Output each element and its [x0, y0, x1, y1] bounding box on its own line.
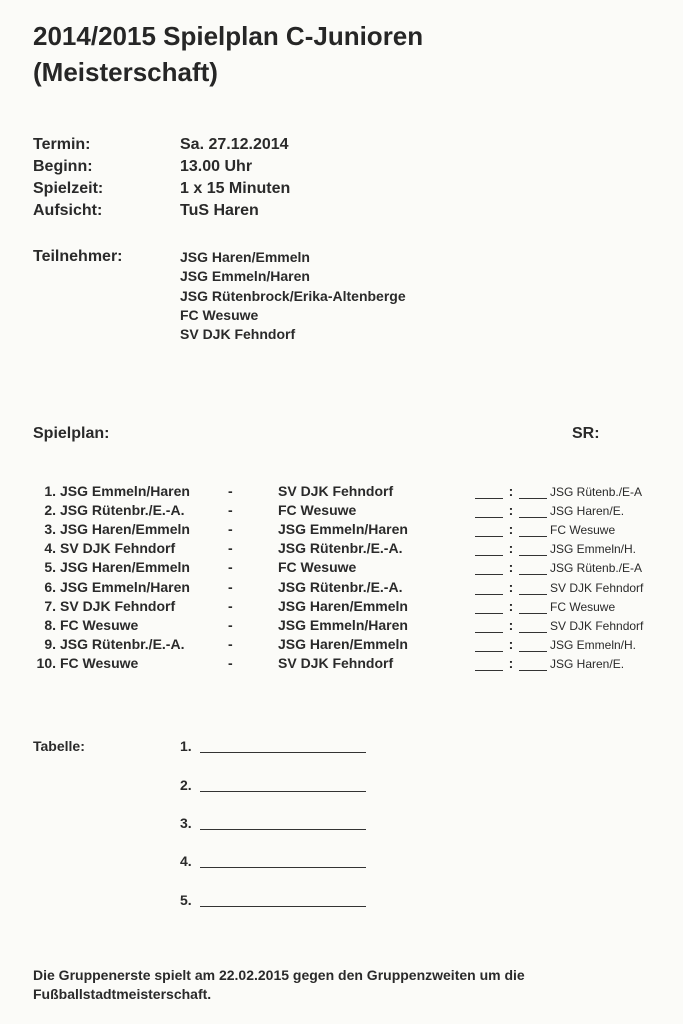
away-score-blank[interactable] — [519, 542, 547, 556]
score-colon: : — [508, 635, 514, 652]
table-row — [0, 483, 683, 502]
spielzeit-label: Spielzeit: — [33, 180, 104, 197]
home-team: JSG Haren/Emmeln — [60, 521, 190, 538]
score-field[interactable] — [475, 636, 547, 652]
referee-team: SV DJK Fehndorf — [550, 618, 644, 633]
score-field[interactable] — [475, 617, 547, 633]
match-number: 10. — [36, 654, 56, 671]
home-team: JSG Rütenbr./E.-A. — [60, 502, 185, 519]
rank-entry-line[interactable] — [200, 867, 366, 868]
versus-dash: - — [228, 578, 233, 595]
aufsicht-label: Aufsicht: — [33, 202, 103, 219]
participants-label: Teilnehmer: — [33, 248, 123, 265]
schedule-label: Spielplan: — [33, 425, 110, 442]
away-score-blank[interactable] — [519, 485, 547, 499]
rank-number: 1. — [180, 738, 192, 754]
away-score-blank[interactable] — [519, 581, 547, 595]
score-colon: : — [508, 521, 514, 538]
versus-dash: - — [228, 521, 233, 538]
match-number: 2. — [44, 502, 56, 519]
referee-team: JSG Haren/E. — [550, 504, 625, 519]
score-colon: : — [508, 559, 514, 576]
table-row — [0, 521, 683, 540]
referee-team: FC Wesuwe — [550, 599, 616, 614]
away-score-blank[interactable] — [519, 657, 547, 671]
table-label: Tabelle: — [33, 738, 85, 754]
table-row — [0, 540, 683, 559]
score-field[interactable] — [475, 540, 547, 556]
rank-number: 5. — [180, 892, 192, 908]
score-colon: : — [508, 502, 514, 519]
versus-dash: - — [228, 654, 233, 671]
participant-item: SV DJK Fehndorf — [180, 326, 296, 342]
away-team: SV DJK Fehndorf — [278, 483, 394, 499]
versus-dash: - — [228, 502, 233, 519]
referee-team: JSG Haren/E. — [550, 656, 625, 671]
referee-team: JSG Rütenb./E-A — [550, 485, 643, 499]
home-team: JSG Haren/Emmeln — [60, 559, 190, 576]
score-colon: : — [508, 540, 514, 557]
home-score-blank[interactable] — [475, 638, 503, 652]
away-score-blank[interactable] — [519, 504, 547, 518]
match-number: 7. — [44, 597, 56, 614]
home-team: JSG Emmeln/Haren — [60, 483, 190, 499]
referee-team: JSG Emmeln/H. — [550, 637, 637, 652]
match-number: 8. — [44, 616, 56, 633]
home-score-blank[interactable] — [475, 485, 503, 499]
rank-entry-line[interactable] — [200, 791, 366, 792]
home-team: SV DJK Fehndorf — [60, 540, 176, 557]
away-team: JSG Rütenbr./E.-A. — [278, 540, 403, 557]
score-field[interactable] — [475, 579, 547, 595]
termin-value: Sa. 27.12.2014 — [180, 136, 289, 153]
rank-number: 3. — [180, 815, 192, 831]
home-score-blank[interactable] — [475, 523, 503, 537]
score-field[interactable] — [475, 502, 547, 518]
table-row — [0, 502, 683, 521]
participant-item: JSG Rütenbrock/Erika-Altenberge — [180, 288, 406, 304]
score-colon: : — [508, 616, 514, 633]
away-team: JSG Emmeln/Haren — [278, 521, 408, 538]
page-title: 2014/2015 Spielplan C-Junioren — [33, 21, 424, 51]
termin-label: Termin: — [33, 136, 91, 153]
table-row — [0, 579, 683, 598]
rank-number: 2. — [180, 777, 192, 793]
rank-entry-line[interactable] — [200, 752, 366, 753]
versus-dash: - — [228, 559, 233, 576]
footer-note: Die Gruppenerste spielt am 22.02.2015 gegen den Gruppenzweiten um die Fußballstadtmeisterschaft. — [33, 967, 525, 1002]
score-field[interactable] — [475, 559, 547, 575]
home-score-blank[interactable] — [475, 657, 503, 671]
page-subtitle: (Meisterschaft) — [33, 57, 218, 87]
away-score-blank[interactable] — [519, 638, 547, 652]
aufsicht-value: TuS Haren — [180, 202, 259, 219]
referee-team: SV DJK Fehndorf — [550, 580, 644, 595]
match-number: 6. — [44, 578, 56, 595]
away-score-blank[interactable] — [519, 600, 547, 614]
home-score-blank[interactable] — [475, 504, 503, 518]
versus-dash: - — [228, 540, 233, 557]
score-field[interactable] — [475, 655, 547, 671]
away-score-blank[interactable] — [519, 619, 547, 633]
versus-dash: - — [228, 597, 233, 614]
table-row — [0, 655, 683, 674]
table-row — [0, 559, 683, 578]
away-team: JSG Emmeln/Haren — [278, 616, 408, 633]
match-number: 5. — [44, 559, 56, 576]
participant-item: FC Wesuwe — [180, 307, 259, 323]
away-team: JSG Haren/Emmeln — [278, 597, 408, 614]
table-row — [0, 598, 683, 617]
match-number: 4. — [44, 540, 56, 557]
home-score-blank[interactable] — [475, 619, 503, 633]
versus-dash: - — [228, 616, 233, 633]
score-colon: : — [508, 654, 514, 671]
score-field[interactable] — [475, 598, 547, 614]
versus-dash: - — [228, 635, 233, 652]
participant-item: JSG Emmeln/Haren — [180, 268, 310, 284]
match-number: 3. — [44, 521, 56, 538]
rank-entry-line[interactable] — [200, 829, 366, 830]
beginn-label: Beginn: — [33, 158, 93, 175]
participant-item: JSG Haren/Emmeln — [180, 249, 310, 265]
home-score-blank[interactable] — [475, 600, 503, 614]
match-number: 1. — [44, 483, 56, 499]
away-team: FC Wesuwe — [278, 502, 357, 519]
score-colon: : — [508, 483, 514, 499]
table-row — [0, 636, 683, 655]
rank-entry-line[interactable] — [200, 906, 366, 907]
score-colon: : — [508, 597, 514, 614]
spielzeit-value: 1 x 15 Minuten — [180, 180, 291, 197]
home-team: SV DJK Fehndorf — [60, 597, 176, 614]
match-number: 9. — [44, 635, 56, 652]
home-team: FC Wesuwe — [60, 616, 139, 633]
rank-number: 4. — [180, 853, 192, 869]
beginn-value: 13.00 Uhr — [180, 158, 253, 175]
away-score-blank[interactable] — [519, 561, 547, 575]
referee-team: JSG Emmeln/H. — [550, 542, 637, 557]
away-team: FC Wesuwe — [278, 559, 357, 576]
score-colon: : — [508, 578, 514, 595]
referee-team: JSG Rütenb./E-A — [550, 561, 643, 576]
versus-dash: - — [228, 483, 233, 499]
referee-label: SR: — [572, 425, 600, 442]
home-score-blank[interactable] — [475, 581, 503, 595]
away-team: JSG Haren/Emmeln — [278, 635, 408, 652]
away-team: JSG Rütenbr./E.-A. — [278, 578, 403, 595]
home-team: JSG Emmeln/Haren — [60, 578, 190, 595]
score-field[interactable] — [475, 483, 547, 499]
home-score-blank[interactable] — [475, 542, 503, 556]
table-row — [0, 617, 683, 636]
referee-team: FC Wesuwe — [550, 523, 616, 538]
away-score-blank[interactable] — [519, 523, 547, 537]
home-score-blank[interactable] — [475, 561, 503, 575]
score-field[interactable] — [475, 521, 547, 537]
away-team: SV DJK Fehndorf — [278, 654, 394, 671]
home-team: FC Wesuwe — [60, 654, 139, 671]
home-team: JSG Rütenbr./E.-A. — [60, 635, 185, 652]
